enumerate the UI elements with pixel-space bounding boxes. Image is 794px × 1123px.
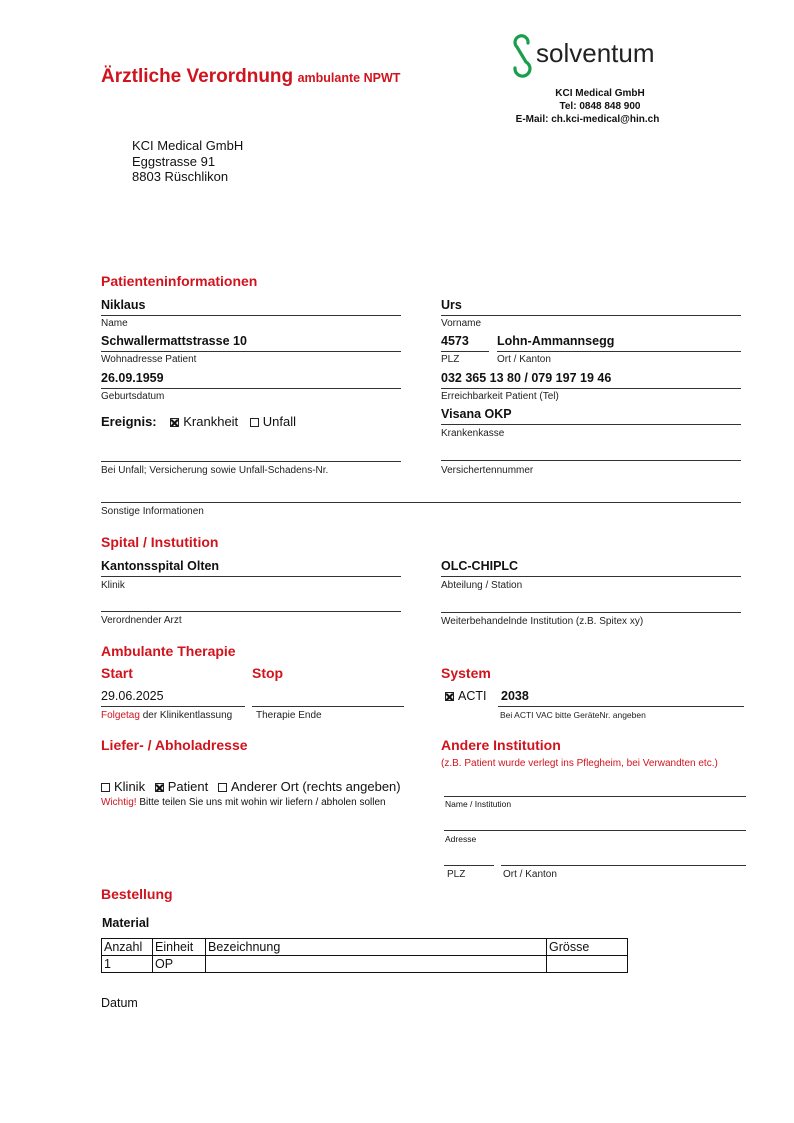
checkbox-checked-icon[interactable] — [155, 783, 164, 792]
system-nr-value[interactable]: 2038 — [501, 689, 529, 703]
checkbox-checked-icon[interactable] — [170, 418, 179, 427]
weiter-label: Weiterbehandelnde Institution (z.B. Spitex xy) — [441, 616, 644, 627]
patient-name-value[interactable]: Niklaus — [101, 298, 146, 312]
brand-name: solventum — [536, 38, 655, 68]
field-line — [101, 461, 401, 462]
header-groesse: Grösse — [547, 939, 628, 956]
sonstige-label: Sonstige Informationen — [101, 506, 204, 517]
ende-label: Therapie Ende — [256, 710, 322, 721]
patient-ort-value[interactable]: Lohn-Ammannsegg — [497, 334, 615, 348]
checkbox-icon[interactable] — [101, 783, 110, 792]
material-table — [101, 938, 628, 973]
liefer-options — [101, 779, 401, 794]
phone-label: Erreichbarkeit Patient (Tel) — [441, 391, 559, 402]
field-line — [441, 351, 489, 352]
company-email: E-Mail: ch.kci-medical@hin.ch — [515, 114, 660, 125]
field-line — [444, 865, 494, 866]
field-line — [441, 576, 741, 577]
company-tel: Tel: 0848 848 900 — [559, 101, 641, 112]
brand-logo — [508, 34, 708, 78]
arzt-label: Verordnender Arzt — [101, 615, 182, 626]
document-title — [101, 66, 400, 88]
field-line — [441, 388, 741, 389]
wichtig-note — [101, 797, 386, 808]
unfall-label: Bei Unfall; Versicherung sowie Unfall-Schadens-Nr. — [101, 465, 329, 476]
field-line — [101, 576, 401, 577]
cell-bezeichnung[interactable] — [206, 956, 547, 973]
system-option[interactable] — [445, 689, 486, 703]
field-line — [101, 502, 741, 503]
table-row[interactable] — [102, 956, 628, 973]
krankenkasse-label: Krankenkasse — [441, 428, 505, 439]
andere-plz-label: PLZ — [447, 869, 466, 880]
solventum-logo-icon — [508, 34, 538, 78]
event-unfall-label: Unfall — [262, 414, 297, 429]
section-bestellung: Bestellung — [101, 886, 173, 902]
folgetag-caption — [101, 710, 232, 721]
cell-einheit[interactable]: OP — [153, 956, 206, 973]
folgetag-label: Folgetag — [101, 710, 140, 721]
wichtig-label: Wichtig! — [101, 797, 137, 808]
field-line — [101, 706, 245, 707]
subtitle-text: ambulante NPWT — [297, 71, 401, 85]
patient-street-value[interactable]: Schwallermattstrasse 10 — [101, 334, 247, 348]
section-andere: Andere Institution — [441, 737, 561, 753]
patient-vorname-value[interactable]: Urs — [441, 298, 462, 312]
event-row — [101, 414, 296, 429]
field-line — [444, 830, 746, 831]
material-label: Material — [102, 916, 150, 930]
krankenkasse-value[interactable]: Visana OKP — [441, 407, 512, 421]
system-note: Bei ACTI VAC bitte GeräteNr. angeben — [500, 710, 646, 720]
birthdate-label: Geburtsdatum — [101, 391, 165, 402]
patient-plz-value[interactable]: 4573 — [441, 334, 469, 348]
title-text: Ärztliche Verordnung — [101, 66, 294, 87]
field-line — [441, 612, 741, 613]
abteilung-value[interactable]: OLC-CHIPLC — [441, 559, 519, 573]
checkbox-checked-icon[interactable] — [445, 692, 454, 701]
field-line — [441, 424, 741, 425]
andere-ort-label: Ort / Kanton — [503, 869, 557, 880]
folgetag-rest: der Klinikentlassung — [142, 710, 233, 721]
field-line — [497, 351, 741, 352]
start-date-value[interactable]: 29.06.2025 — [101, 689, 164, 703]
field-line — [441, 460, 741, 461]
andere-adresse-label: Adresse — [445, 834, 477, 844]
system-heading: System — [441, 665, 491, 681]
event-unfall-option[interactable] — [250, 414, 296, 429]
field-line — [101, 315, 401, 316]
checkbox-icon[interactable] — [250, 418, 259, 427]
patient-phone-value[interactable]: 032 365 13 80 / 079 197 19 46 — [441, 371, 612, 385]
abteilung-label: Abteilung / Station — [441, 580, 523, 591]
option-patient-label: Patient — [167, 779, 209, 794]
option-klinik[interactable] — [101, 779, 145, 794]
klinik-value[interactable]: Kantonsspital Olten — [101, 559, 220, 573]
recipient-address — [132, 138, 243, 185]
patient-birthdate-value[interactable]: 26.09.1959 — [101, 371, 164, 385]
name-label: Name — [101, 318, 128, 329]
stop-heading: Stop — [252, 665, 284, 681]
checkbox-icon[interactable] — [218, 783, 227, 792]
field-line — [444, 796, 746, 797]
option-klinik-label: Klinik — [114, 779, 146, 794]
option-patient[interactable] — [155, 779, 208, 794]
wichtig-text: Bitte teilen Sie uns mit wohin wir liefern / abholen sollen — [139, 797, 386, 808]
address-line-3: 8803 Rüschlikon — [132, 169, 229, 184]
start-heading: Start — [101, 665, 133, 681]
field-line — [252, 706, 404, 707]
option-other[interactable] — [218, 779, 401, 794]
field-line — [498, 706, 744, 707]
ort-label: Ort / Kanton — [497, 354, 551, 365]
table-header-row — [102, 939, 628, 956]
field-line — [501, 865, 746, 866]
datum-label: Datum — [101, 996, 138, 1010]
system-name: ACTI — [458, 689, 487, 703]
klinik-label: Klinik — [101, 580, 125, 591]
address-line-1: KCI Medical GmbH — [132, 138, 244, 153]
section-therapie: Ambulante Therapie — [101, 643, 236, 659]
address-line-2: Eggstrasse 91 — [132, 153, 216, 169]
field-line — [101, 388, 401, 389]
section-liefer: Liefer- / Abholadresse — [101, 737, 248, 753]
event-krankheit-label: Krankheit — [183, 414, 239, 429]
event-krankheit-option[interactable] — [170, 414, 238, 429]
versicherten-label: Versichertennummer — [441, 465, 534, 476]
option-other-label: Anderer Ort (rechts angeben) — [230, 779, 401, 794]
andere-name-label: Name / Institution — [445, 799, 512, 809]
header-bezeichnung: Bezeichnung — [206, 939, 547, 956]
event-label: Ereignis: — [101, 414, 157, 429]
section-spital: Spital / Instutition — [101, 534, 219, 550]
vorname-label: Vorname — [441, 318, 482, 329]
cell-groesse[interactable] — [547, 956, 628, 973]
company-name: KCI Medical GmbH — [555, 88, 645, 99]
andere-note: (z.B. Patient wurde verlegt ins Pflegheim, bei Verwandten etc.) — [441, 758, 718, 769]
plz-label: PLZ — [441, 354, 460, 365]
street-label: Wohnadresse Patient — [101, 354, 197, 365]
section-patient: Patienteninformationen — [101, 273, 258, 289]
field-line — [101, 611, 401, 612]
header-einheit: Einheit — [153, 939, 206, 956]
cell-anzahl[interactable]: 1 — [102, 956, 153, 973]
header-anzahl: Anzahl — [102, 939, 153, 956]
field-line — [441, 315, 741, 316]
field-line — [101, 351, 401, 352]
